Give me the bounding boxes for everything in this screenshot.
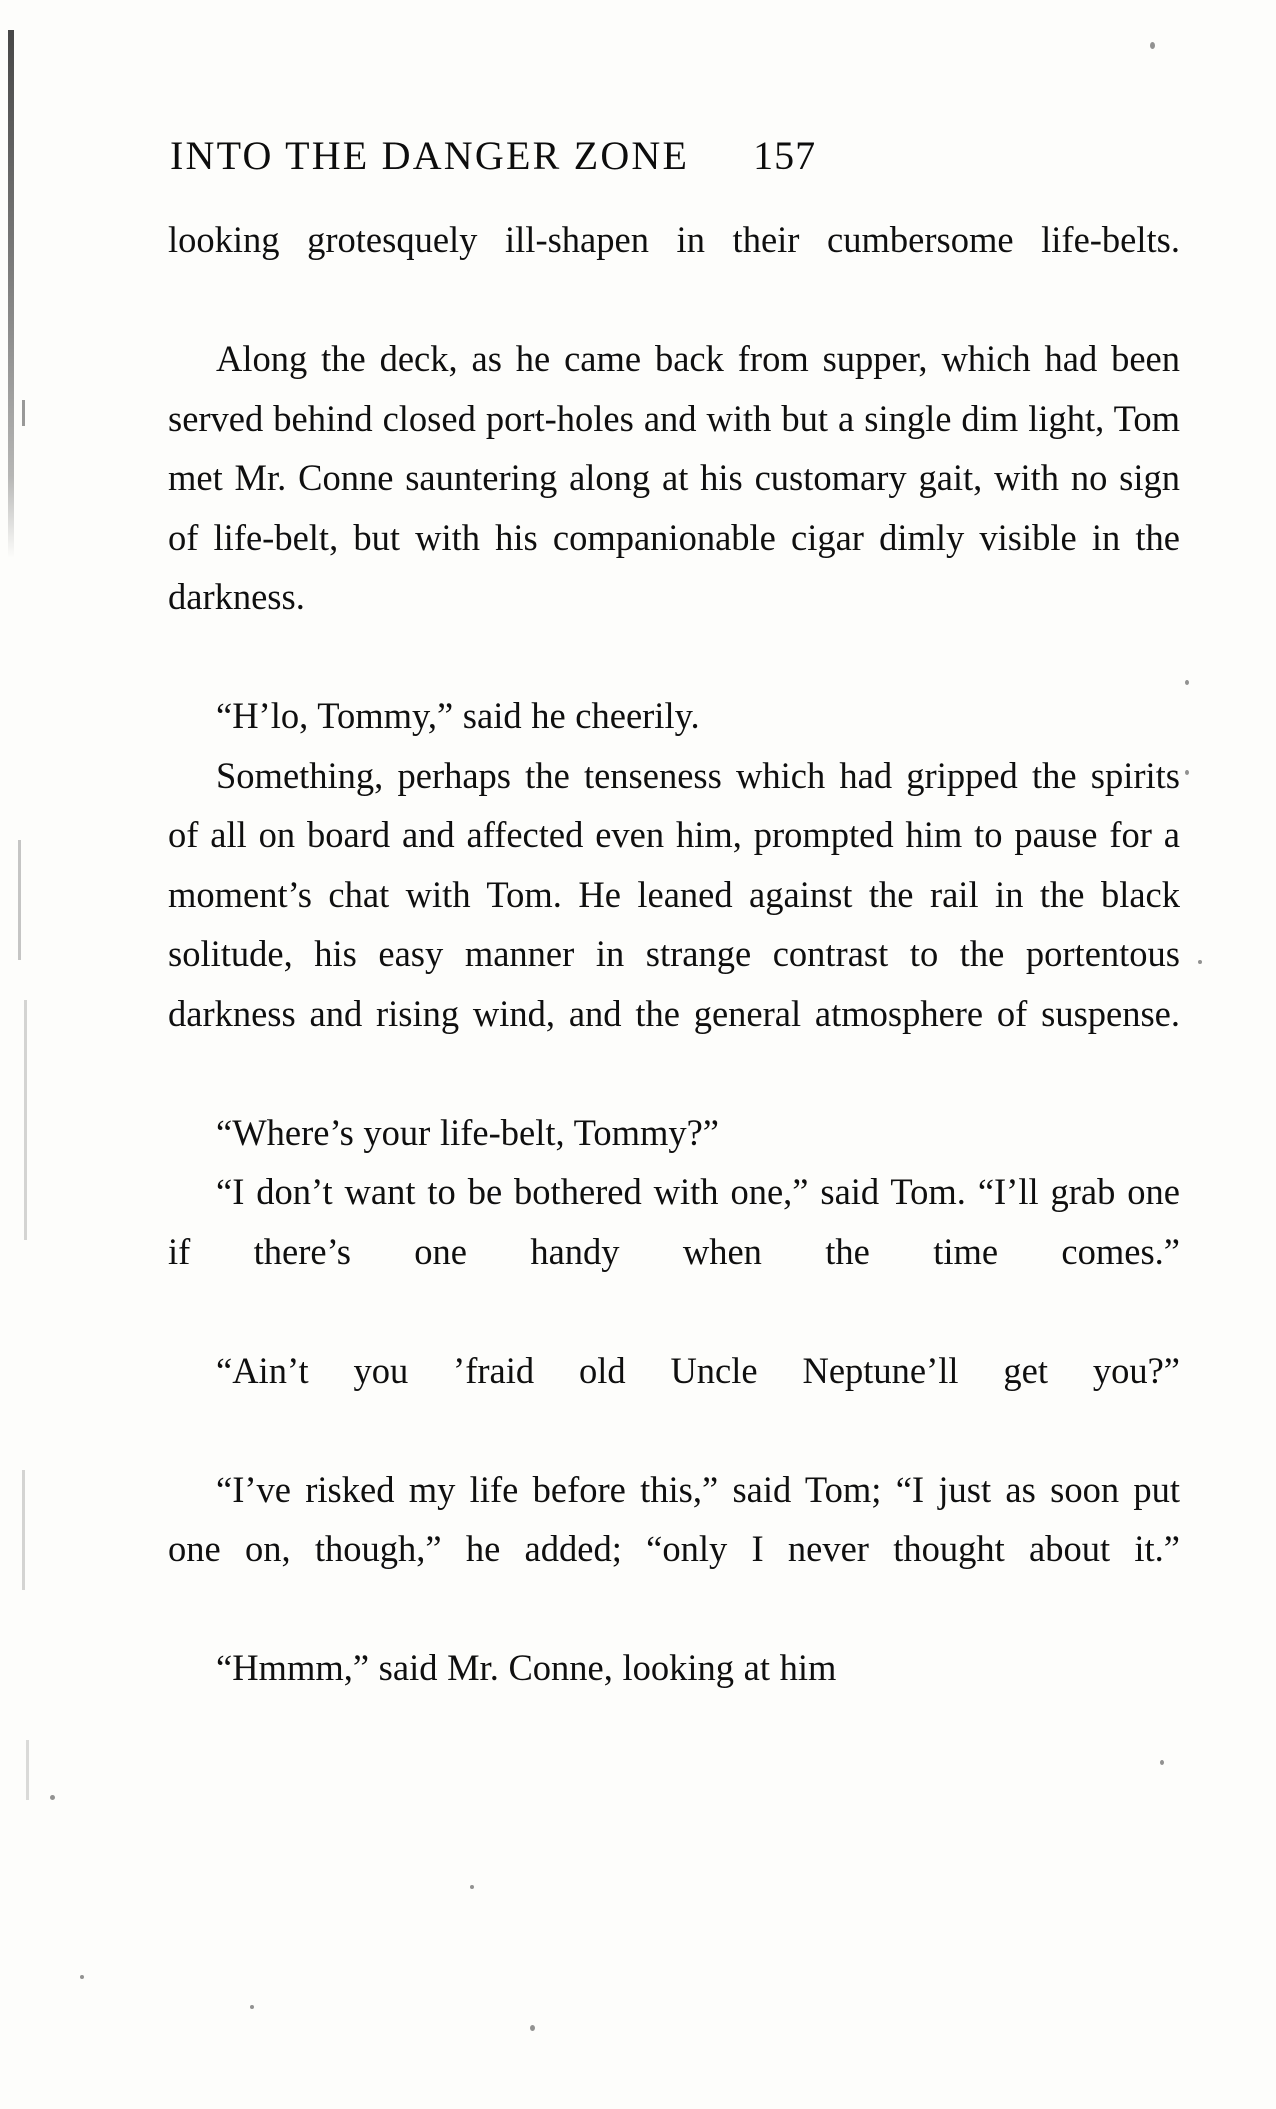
paragraph: “Ain’t you ’fraid old Uncle Neptune’ll get you?”	[216, 1349, 1180, 1391]
paragraph: Along the deck, as he came back from supper, which had been served behind closed port-holes and with but a single dim light, Tom met Mr. Conne sauntering along at his customary gait, with no sign of life-belt, but with his companionable cigar dimly visible in the darkness.	[168, 338, 1180, 617]
scan-speck	[470, 1885, 474, 1889]
scan-speck	[1185, 680, 1189, 685]
paragraph: looking grotesquely ill-shapen in their cumbersome life-belts.	[168, 219, 1180, 260]
chapter-title: INTO THE DANGER ZONE	[170, 133, 690, 178]
page-number: 157	[753, 133, 817, 178]
scan-artifact	[22, 1470, 25, 1590]
paragraph: “I’ve risked my life before this,” said Tom; “I just as soon put one on, though,” he added; “only I never thought about it.”	[168, 1468, 1180, 1569]
paragraph: “Where’s your life-belt, Tommy?”	[216, 1111, 720, 1153]
scan-speck	[1185, 770, 1189, 775]
paragraph: “H’lo, Tommy,” said he cheerily.	[216, 695, 700, 736]
scan-speck	[80, 1975, 84, 1979]
paragraph: “Hmmm,” said Mr. Conne, looking at him	[216, 1647, 837, 1688]
scan-speck	[1150, 42, 1155, 49]
body-text	[168, 210, 1180, 1698]
scan-speck	[1198, 960, 1202, 964]
running-head	[170, 132, 1180, 179]
scan-speck	[250, 2005, 254, 2009]
scan-artifact	[26, 1740, 29, 1800]
paragraph: “I don’t want to be bothered with one,” said Tom. “I’ll grab one if there’s one handy when the time comes.”	[168, 1171, 1180, 1272]
scan-speck	[530, 2025, 535, 2031]
scan-artifact	[18, 840, 21, 960]
scan-artifact	[24, 1000, 27, 1240]
paragraph: Something, perhaps the tenseness which had gripped the spirits of all on board and affected even him, prompted him to pause for a moment’s chat with Tom. He leaned against the rail in the black solitude, his easy manner in strange contrast to the portentous darkness and rising wind, and the general atmosphere of suspense.	[168, 754, 1180, 1034]
scan-artifact	[22, 400, 25, 426]
scan-speck	[50, 1795, 55, 1800]
binding-edge-artifact	[8, 30, 14, 2060]
scan-speck	[1160, 1760, 1164, 1765]
